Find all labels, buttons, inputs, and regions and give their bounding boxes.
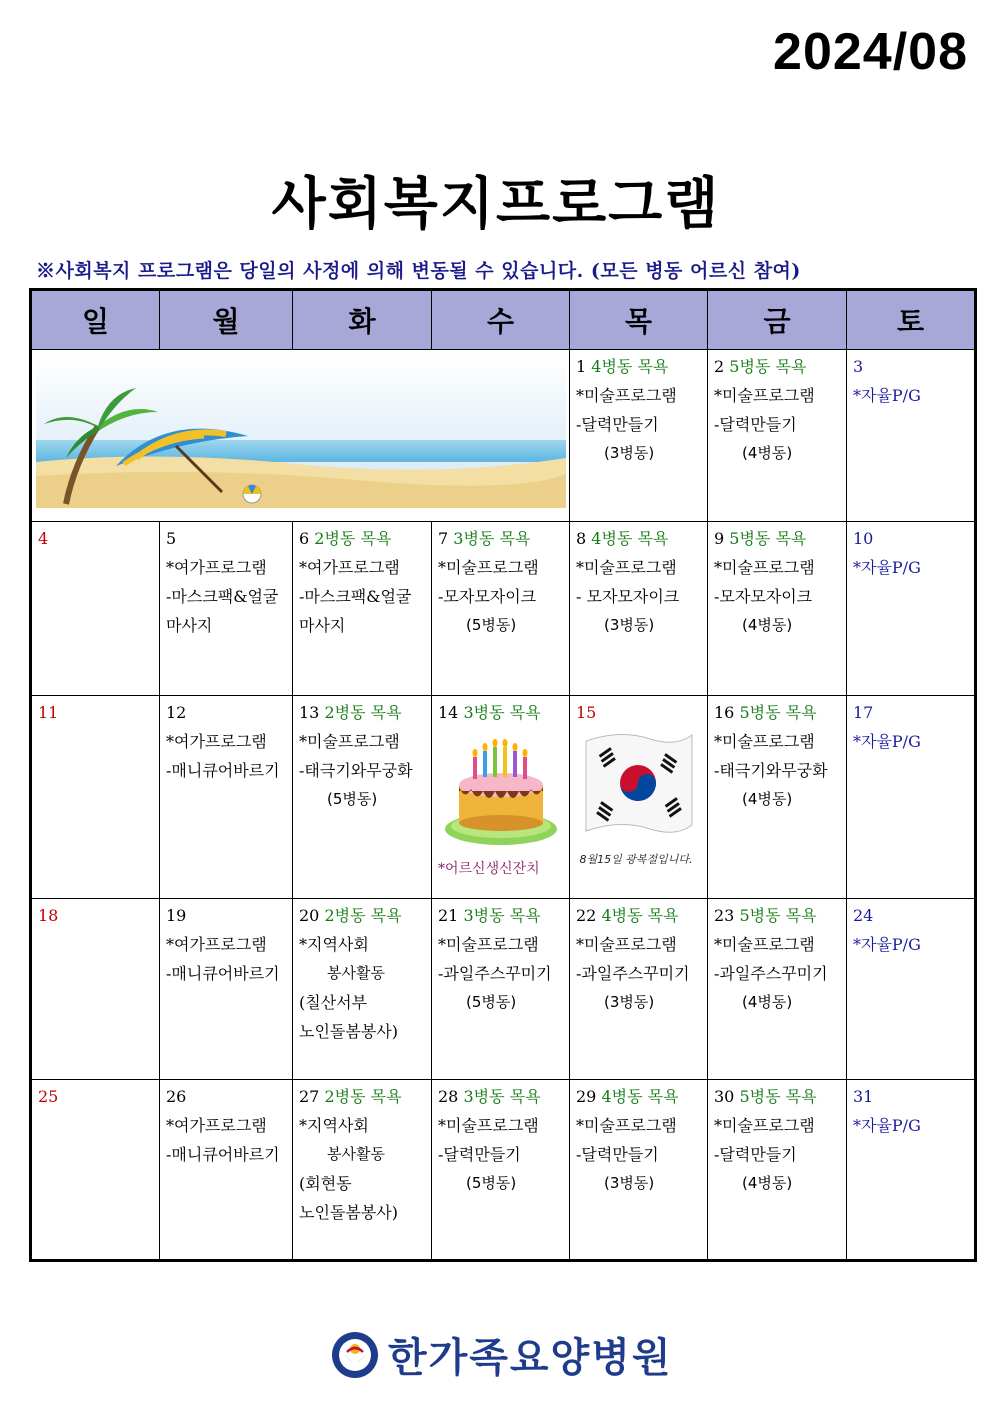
program-ward: (5병동) — [466, 993, 517, 1011]
program-ward: (5병동) — [466, 616, 517, 634]
day-cell-9 — [708, 522, 847, 696]
program-title: *자율P/G — [853, 732, 921, 751]
program-detail: -매니큐어바르기 — [166, 1145, 280, 1164]
program-title: *미술프로그램 — [438, 558, 539, 577]
program-title: *자율P/G — [853, 386, 921, 405]
day-cell-11 — [31, 696, 160, 899]
program-title: *여가프로그램 — [166, 935, 267, 954]
program-detail: -모자모자이크 — [438, 587, 537, 606]
bath-schedule: 4병동 목욕 — [601, 1087, 679, 1106]
day-number: 17 — [853, 703, 874, 722]
bath-schedule: 5병동 목욕 — [739, 703, 817, 722]
weekday-sat: 토 — [847, 290, 976, 350]
korean-flag-icon — [580, 727, 698, 877]
program-title: *미술프로그램 — [576, 386, 677, 405]
hospital-emblem-icon — [330, 1330, 380, 1380]
day-cell-4 — [31, 522, 160, 696]
program-ward: (3병동) — [604, 616, 655, 634]
program-title: *미술프로그램 — [438, 1116, 539, 1135]
day-cell-2 — [708, 350, 847, 522]
program-detail: -매니큐어바르기 — [166, 761, 280, 780]
bath-schedule: 3병동 목욕 — [463, 906, 541, 925]
day-number: 22 — [576, 906, 597, 925]
day-cell-5 — [160, 522, 293, 696]
day-cell-13 — [293, 696, 432, 899]
day-cell-10 — [847, 522, 976, 696]
bath-schedule: 4병동 목욕 — [601, 906, 679, 925]
program-title: *미술프로그램 — [438, 935, 539, 954]
program-detail: 봉사활동 — [327, 1145, 385, 1163]
month-label: 2024/08 — [773, 23, 968, 81]
bath-schedule: 5병동 목욕 — [729, 357, 807, 376]
weekday-mon: 월 — [160, 290, 293, 350]
program-title: *미술프로그램 — [714, 732, 815, 751]
day-number: 21 — [438, 906, 459, 925]
program-title: *여가프로그램 — [166, 732, 267, 751]
week-row-1 — [31, 350, 976, 522]
program-detail: -마스크팩&얼굴마사지 — [166, 587, 279, 635]
day-number: 1 — [576, 357, 587, 376]
bath-schedule: 2병동 목욕 — [324, 703, 402, 722]
program-detail: -달력만들기 — [576, 1145, 659, 1164]
program-title: *여가프로그램 — [299, 558, 400, 577]
program-detail: -마스크팩&얼굴마사지 — [299, 587, 412, 635]
hospital-name: 한가족요양병원 — [388, 1335, 673, 1381]
bath-schedule: 4병동 목욕 — [591, 357, 669, 376]
bath-schedule: 2병동 목욕 — [324, 906, 402, 925]
program-title: *여가프로그램 — [166, 558, 267, 577]
weekday-fri: 금 — [708, 290, 847, 350]
bath-schedule: 4병동 목욕 — [591, 529, 669, 548]
program-detail: -태극기와무궁화 — [299, 761, 413, 780]
page-title: 사회복지프로그램 — [271, 172, 721, 237]
bath-schedule: 5병동 목욕 — [739, 906, 817, 925]
program-title: *지역사회 — [299, 1116, 369, 1135]
program-title: *미술프로그램 — [576, 1116, 677, 1135]
day-number: 23 — [714, 906, 735, 925]
day-cell-28 — [432, 1080, 570, 1261]
program-place-detail: 노인돌봄봉사) — [299, 1022, 398, 1041]
day-cell-23 — [708, 899, 847, 1080]
day-number: 24 — [853, 906, 874, 925]
calendar-table — [29, 288, 977, 1262]
day-cell-6 — [293, 522, 432, 696]
bath-schedule: 5병동 목욕 — [739, 1087, 817, 1106]
weekday-wed: 수 — [432, 290, 570, 350]
week-row-5 — [31, 1080, 976, 1261]
day-cell-14 — [432, 696, 570, 899]
program-detail: -달력만들기 — [714, 1145, 797, 1164]
day-number: 28 — [438, 1087, 459, 1106]
day-cell-20 — [293, 899, 432, 1080]
day-cell-18 — [31, 899, 160, 1080]
day-number: 8 — [576, 529, 587, 548]
day-cell-16 — [708, 696, 847, 899]
program-detail: -과일주스꾸미기 — [576, 964, 690, 983]
day-number: 20 — [299, 906, 320, 925]
day-cell-7 — [432, 522, 570, 696]
day-cell-1 — [570, 350, 708, 522]
program-detail: - 모자모자이크 — [576, 587, 680, 606]
day-cell-8 — [570, 522, 708, 696]
beach-illustration-cell — [31, 350, 570, 522]
bath-schedule: 2병동 목욕 — [314, 529, 392, 548]
program-place-detail: 노인돌봄봉사) — [299, 1203, 398, 1222]
day-number: 2 — [714, 357, 725, 376]
day-cell-12 — [160, 696, 293, 899]
day-cell-25 — [31, 1080, 160, 1261]
program-title: *자율P/G — [853, 558, 921, 577]
day-cell-21 — [432, 899, 570, 1080]
day-number: 3 — [853, 357, 864, 376]
week-row-3 — [31, 696, 976, 899]
weekday-thu: 목 — [570, 290, 708, 350]
weekday-sun: 일 — [31, 290, 160, 350]
week-row-2 — [31, 522, 976, 696]
program-title: *여가프로그램 — [166, 1116, 267, 1135]
program-title: *어르신생신잔치 — [438, 861, 540, 877]
day-number: 10 — [853, 529, 874, 548]
day-number: 30 — [714, 1087, 735, 1106]
program-title: *미술프로그램 — [714, 558, 815, 577]
program-title: *미술프로그램 — [714, 386, 815, 405]
program-ward: (3병동) — [604, 993, 655, 1011]
day-cell-31 — [847, 1080, 976, 1261]
program-title: *자율P/G — [853, 1116, 921, 1135]
bath-schedule: 3병동 목욕 — [463, 1087, 541, 1106]
day-cell-27 — [293, 1080, 432, 1261]
day-number: 11 — [38, 703, 59, 722]
program-title: *지역사회 — [299, 935, 369, 954]
program-detail: -모자모자이크 — [714, 587, 813, 606]
day-cell-17 — [847, 696, 976, 899]
flag-caption: 8월15일 광복절입니다. — [579, 853, 692, 866]
day-cell-19 — [160, 899, 293, 1080]
program-ward: (3병동) — [604, 444, 655, 462]
day-number: 12 — [166, 703, 187, 722]
day-number: 7 — [438, 529, 449, 548]
day-number: 14 — [438, 703, 459, 722]
program-place: (회현동 — [299, 1174, 352, 1193]
day-number: 6 — [299, 529, 310, 548]
day-cell-15 — [570, 696, 708, 899]
day-number: 9 — [714, 529, 725, 548]
program-ward: (5병동) — [466, 1174, 517, 1192]
bath-schedule: 5병동 목욕 — [729, 529, 807, 548]
day-number: 29 — [576, 1087, 597, 1106]
day-cell-29 — [570, 1080, 708, 1261]
birthday-cake-icon — [441, 729, 561, 849]
day-number: 5 — [166, 529, 177, 548]
day-number: 16 — [714, 703, 735, 722]
day-number: 19 — [166, 906, 187, 925]
program-place: (칠산서부 — [299, 993, 368, 1012]
program-detail: -달력만들기 — [576, 415, 659, 434]
program-detail: -매니큐어바르기 — [166, 964, 280, 983]
program-ward: (5병동) — [327, 790, 378, 808]
program-ward: (3병동) — [604, 1174, 655, 1192]
program-ward: (4병동) — [742, 1174, 793, 1192]
weekday-header-row — [31, 290, 976, 350]
bath-schedule: 3병동 목욕 — [453, 529, 531, 548]
day-number: 13 — [299, 703, 320, 722]
beach-illustration — [36, 354, 566, 508]
day-cell-22 — [570, 899, 708, 1080]
day-number: 4 — [38, 529, 49, 548]
day-cell-3 — [847, 350, 976, 522]
program-detail: -과일주스꾸미기 — [714, 964, 828, 983]
program-detail: -과일주스꾸미기 — [438, 964, 552, 983]
day-cell-24 — [847, 899, 976, 1080]
day-cell-30 — [708, 1080, 847, 1261]
weekday-tue: 화 — [293, 290, 432, 350]
day-number: 18 — [38, 906, 59, 925]
program-title: *미술프로그램 — [714, 1116, 815, 1135]
program-detail: -달력만들기 — [438, 1145, 521, 1164]
program-detail: 봉사활동 — [327, 964, 385, 982]
program-title: *미술프로그램 — [576, 935, 677, 954]
program-title: *미술프로그램 — [714, 935, 815, 954]
day-number: 25 — [38, 1087, 59, 1106]
bath-schedule: 3병동 목욕 — [463, 703, 541, 722]
day-number: 15 — [576, 703, 597, 722]
notice-text: ※사회복지 프로그램은 당일의 사정에 의해 변동될 수 있습니다. (모든 병동 어르신 참여) — [36, 260, 801, 282]
program-detail: -달력만들기 — [714, 415, 797, 434]
week-row-4 — [31, 899, 976, 1080]
program-title: *미술프로그램 — [299, 732, 400, 751]
program-detail: -태극기와무궁화 — [714, 761, 828, 780]
day-cell-26 — [160, 1080, 293, 1261]
program-ward: (4병동) — [742, 616, 793, 634]
day-number: 26 — [166, 1087, 187, 1106]
program-title: *자율P/G — [853, 935, 921, 954]
program-ward: (4병동) — [742, 790, 793, 808]
program-ward: (4병동) — [742, 993, 793, 1011]
day-number: 27 — [299, 1087, 320, 1106]
program-title: *미술프로그램 — [576, 558, 677, 577]
day-number: 31 — [853, 1087, 874, 1106]
program-ward: (4병동) — [742, 444, 793, 462]
hospital-logo — [330, 1326, 672, 1383]
bath-schedule: 2병동 목욕 — [324, 1087, 402, 1106]
